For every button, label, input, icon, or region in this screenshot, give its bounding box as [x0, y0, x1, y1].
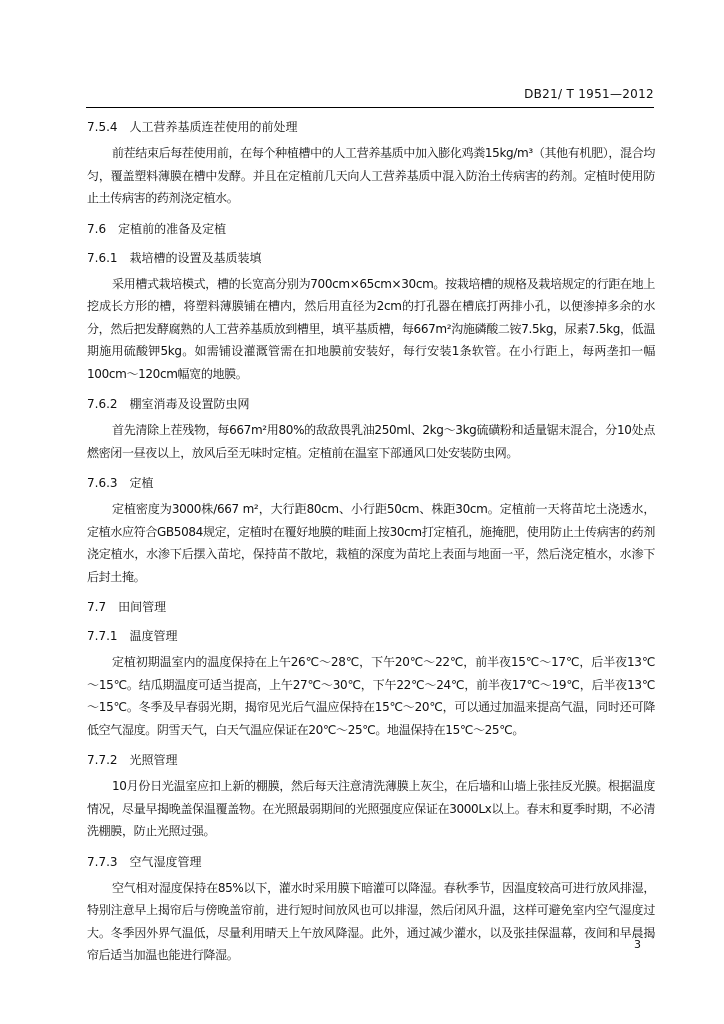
section-paragraph: 首先清除上茬残物，每667m²用80%的敌敌畏乳油250ml、2kg～3kg硫磺粉和适量锯末混合，分10处点燃密闭一昼夜以上，放风后至无味时定植。定植前在温室下部通风口处安装防虫网。 [87, 423, 655, 460]
section-title: 温度管理 [129, 629, 178, 643]
section-heading-7-6-1 [87, 248, 655, 268]
section-heading-7-7-1 [87, 626, 655, 646]
section-heading-7-7-3 [87, 852, 655, 872]
section-number: 7.7.3 [87, 854, 118, 869]
section-title: 栽培槽的设置及基质装填 [129, 250, 262, 265]
section-heading-7-5-4 [87, 117, 655, 137]
section-paragraph: 采用槽式栽培模式，槽的长宽高分别为700cm×65cm×30cm。按栽培槽的规格及栽培规定的行距在地上挖成长方形的槽，将塑料薄膜铺在槽内，然后用直径为2cm的打孔器在槽底打两排小孔，以便渗掉多余的水分，然后把发酵腐熟的人工营养基质放到槽里，填平基质槽，每667m²沟施磷酸二铵7.5kg，尿素7.5kg，低温期施用硫酸钾5kg。如需铺设灌溉管需在扣地膜前安装好，每行安装1条软管。在小行距上，每两垄扣一幅100cm～120cm幅宽的地膜。 [87, 276, 655, 381]
section-title: 人工营养基质连茬使用的前处理 [129, 120, 298, 134]
section-heading-7-6-3 [87, 473, 655, 493]
section-number: 7.5.4 [87, 120, 118, 134]
section-number: 7.6.2 [87, 397, 118, 411]
section-paragraph: 定植密度为3000株/667 m²，大行距80cm、小行距50cm、株距30cm。定植前一天将苗坨土浇透水，定植水应符合GB5084规定，定植时在覆好地膜的畦面上按30cm打定植孔，施掩肥，使用防止土传病害的药剂浇定植水，水渗下后摆入苗坨，保持苗不散坨，栽植的深度为苗坨上表面与地面一平，然后浇定植水，水渗下后封土掩。 [87, 502, 655, 584]
section-paragraph: 前茬结束后每茬使用前，在每个种植槽中的人工营养基质中加入膨化鸡粪15kg/m³（其他有机肥），混合均匀，覆盖塑料薄膜在槽中发酵。并且在定植前几天向人工营养基质中混入防治土传病害的药剂。定植时使用防止土传病害的药剂浇定植水。 [87, 146, 655, 205]
header-divider [86, 107, 654, 108]
page-number: 3 [634, 938, 641, 951]
section-heading-7-6-2 [87, 394, 655, 414]
section-number: 7.6.3 [87, 476, 118, 490]
section-heading-7-6 [87, 219, 655, 239]
standard-code: DB21/ T 1951—2012 [524, 87, 654, 101]
section-title: 棚室消毒及设置防虫网 [129, 397, 250, 411]
section-title: 定植前的准备及定植 [118, 221, 227, 236]
section-title: 定植 [129, 476, 154, 490]
section-title: 空气湿度管理 [129, 854, 202, 869]
section-title: 田间管理 [118, 600, 167, 614]
section-heading-7-7 [87, 597, 655, 617]
section-number: 7.7.2 [87, 753, 118, 767]
section-paragraph: 定植初期温室内的温度保持在上午26℃～28℃，下午20℃～22℃，前半夜15℃～17℃，后半夜13℃～15℃。结瓜期温度可适当提高，上午27℃～30℃，下午22℃～24℃，前半夜17℃～19℃，后半夜13℃～15℃。冬季及早春弱光期，揭帘见光后气温应保持在15℃～20℃，可以通过加温来提高气温，同时还可降低空气湿度。阴雪天气，白天气温应保证在20℃～25℃。地温保持在15℃～25℃。 [87, 655, 655, 737]
section-heading-7-7-2 [87, 750, 655, 770]
section-title: 光照管理 [129, 753, 178, 767]
section-paragraph: 10月份日光温室应扣上新的棚膜，然后每天注意清洗薄膜上灰尘，在后墙和山墙上张挂反光膜。根据温度情况，尽量早揭晚盖保温覆盖物。在光照最弱期间的光照强度应保证在3000Lx以上。春末和夏季时期，不必清洗棚膜，防止光照过强。 [87, 779, 655, 838]
section-number: 7.6 [87, 221, 107, 236]
section-paragraph: 空气相对湿度保持在85%以下，灌水时采用膜下暗灌可以降湿。春秋季节，因温度较高可进行放风排湿，特别注意早上揭帘后与傍晚盖帘前，进行短时间放风也可以排湿，然后闭风升温，这样可避免室内空气湿度过大。冬季因外界气温低，尽量利用晴天上午放风降湿。此外，通过减少灌水，以及张挂保温幕，夜间和早晨揭帘后适当加温也能进行降湿。 [87, 880, 655, 962]
document-body [87, 117, 655, 967]
section-number: 7.7 [87, 600, 107, 614]
section-number: 7.7.1 [87, 629, 118, 643]
section-number: 7.6.1 [87, 250, 118, 265]
